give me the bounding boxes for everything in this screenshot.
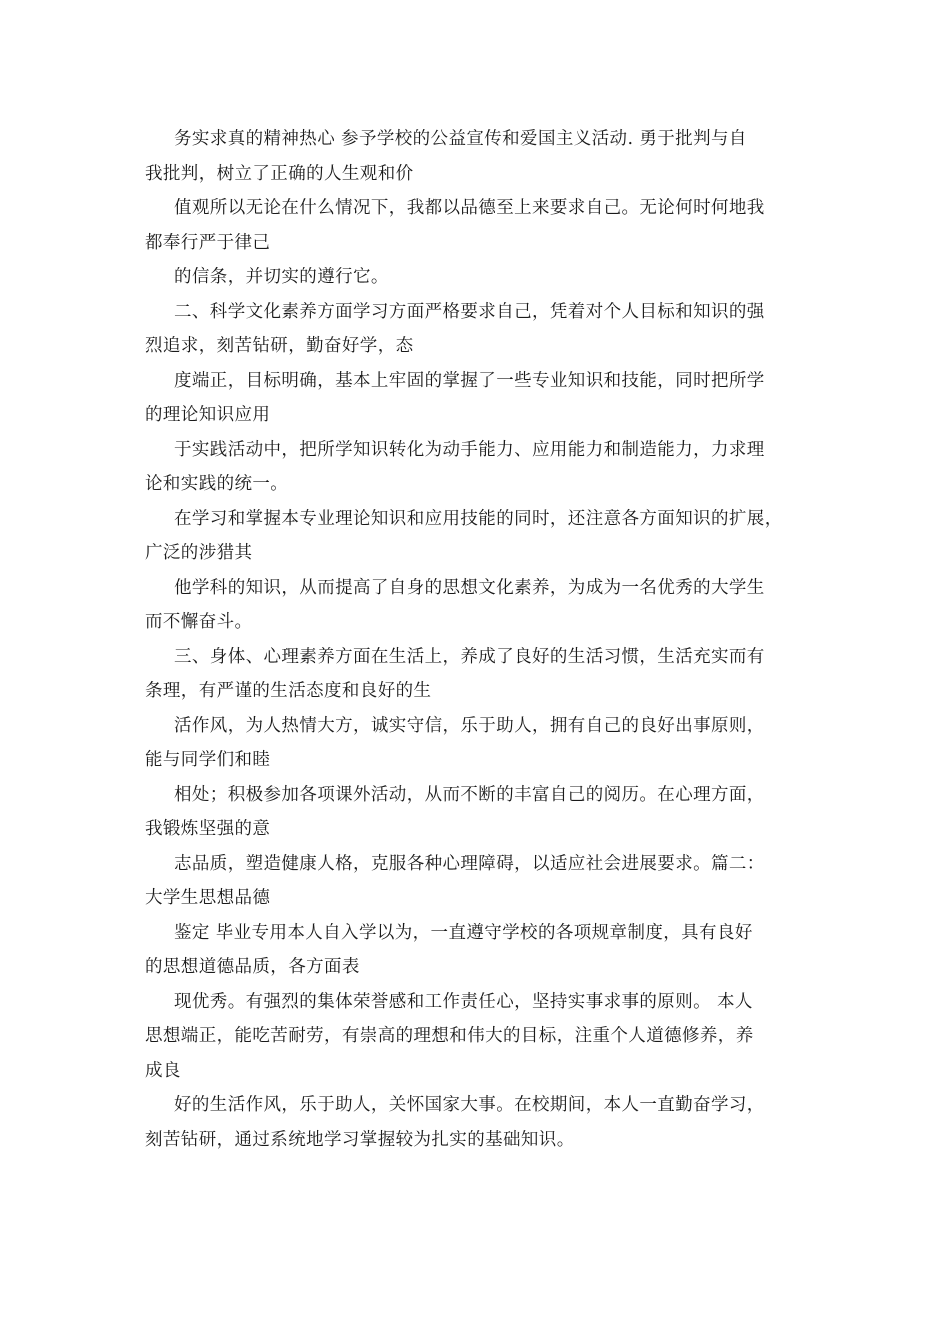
paragraph — [145, 847, 825, 916]
paragraph-line: 好的生活作风，乐于助人，关怀国家大事。在校期间，本人一直勤奋学习， — [174, 1095, 765, 1115]
paragraph — [145, 295, 825, 364]
paragraph-line: 度端正，目标明确，基本上牢固的掌握了一些专业知识和技能，同时把所学 — [174, 370, 765, 391]
paragraph — [145, 709, 825, 778]
paragraph-line: 的理论知识应用 — [145, 405, 271, 425]
paragraph-line: 刻苦钻研，通过系统地学习掌握较为扎实的基础知识。 — [145, 1129, 575, 1150]
body-text — [145, 122, 825, 1157]
paragraph-line: 思想端正，能吃苦耐劳，有崇高的理想和伟大的目标，注重个人道德修养，养 — [145, 1026, 754, 1046]
paragraph-line: 我锻炼坚强的意 — [145, 819, 271, 839]
paragraph — [145, 502, 825, 571]
paragraph-line: 在学习和掌握本专业理论知识和应用技能的同时，还注意各方面知识的扩展， — [174, 508, 783, 529]
paragraph — [145, 1088, 825, 1157]
paragraph-line: 烈追求，刻苦钻研，勤奋好学，态 — [145, 336, 414, 356]
paragraph — [145, 571, 825, 640]
paragraph-line: 相处；积极参加各项课外活动，从而不断的丰富自己的阅历。在心理方面， — [174, 784, 765, 805]
paragraph-line: 值观所以无论在什么情况下，我都以品德至上来要求自己。无论何时何地我 — [174, 198, 765, 218]
paragraph-line: 现优秀。有强烈的集体荣誉感和工作责任心，坚持实事求事的原则。 本人 — [174, 991, 753, 1012]
paragraph-line: 他学科的知识，从而提高了自身的思想文化素养，为成为一名优秀的大学生 — [174, 577, 765, 598]
paragraph-line: 大学生思想品德 — [145, 888, 271, 908]
paragraph — [145, 640, 825, 709]
paragraph — [145, 916, 825, 985]
paragraph-line: 都奉行严于律己 — [145, 232, 271, 253]
paragraph-line: 条理，有严谨的生活态度和良好的生 — [145, 681, 432, 701]
paragraph — [145, 778, 825, 847]
paragraph-line: 活作风，为人热情大方，诚实守信，乐于助人，拥有自己的良好出事原则， — [174, 715, 765, 736]
paragraph — [145, 260, 825, 295]
paragraph — [145, 433, 825, 502]
paragraph-line: 三、身体、心理素养方面在生活上，养成了良好的生活习惯，生活充实而有 — [174, 646, 765, 667]
paragraph-line: 的信条，并切实的遵行它。 — [174, 267, 389, 287]
paragraph-line: 务实求真的精神热心 参予学校的公益宣传和爱国主义活动. 勇于批判与自 — [174, 129, 747, 149]
paragraph-line: 鉴定 毕业专用本人自入学以为，一直遵守学校的各项规章制度，具有良好 — [174, 922, 753, 943]
paragraph — [145, 191, 825, 260]
paragraph-line: 而不懈奋斗。 — [145, 612, 253, 632]
paragraph-line: 的思想道德品质，各方面表 — [145, 957, 360, 977]
paragraph-line: 我批判，树立了正确的人生观和价 — [145, 163, 414, 184]
paragraph-line: 二、科学文化素养方面学习方面严格要求自己，凭着对个人目标和知识的强 — [174, 301, 765, 322]
paragraph — [145, 985, 825, 1089]
paragraph-line: 成良 — [145, 1060, 181, 1081]
paragraph-line: 论和实践的统一。 — [145, 474, 289, 494]
paragraph-line: 志品质，塑造健康人格，克服各种心理障碍，以适应社会进展要求。篇二： — [174, 853, 765, 874]
paragraph — [145, 122, 825, 191]
paragraph — [145, 364, 825, 433]
paragraph-line: 能与同学们和睦 — [145, 750, 271, 770]
paragraph-line: 于实践活动中，把所学知识转化为动手能力、应用能力和制造能力，力求理 — [174, 439, 765, 460]
paragraph-line: 广泛的涉猎其 — [145, 543, 253, 563]
